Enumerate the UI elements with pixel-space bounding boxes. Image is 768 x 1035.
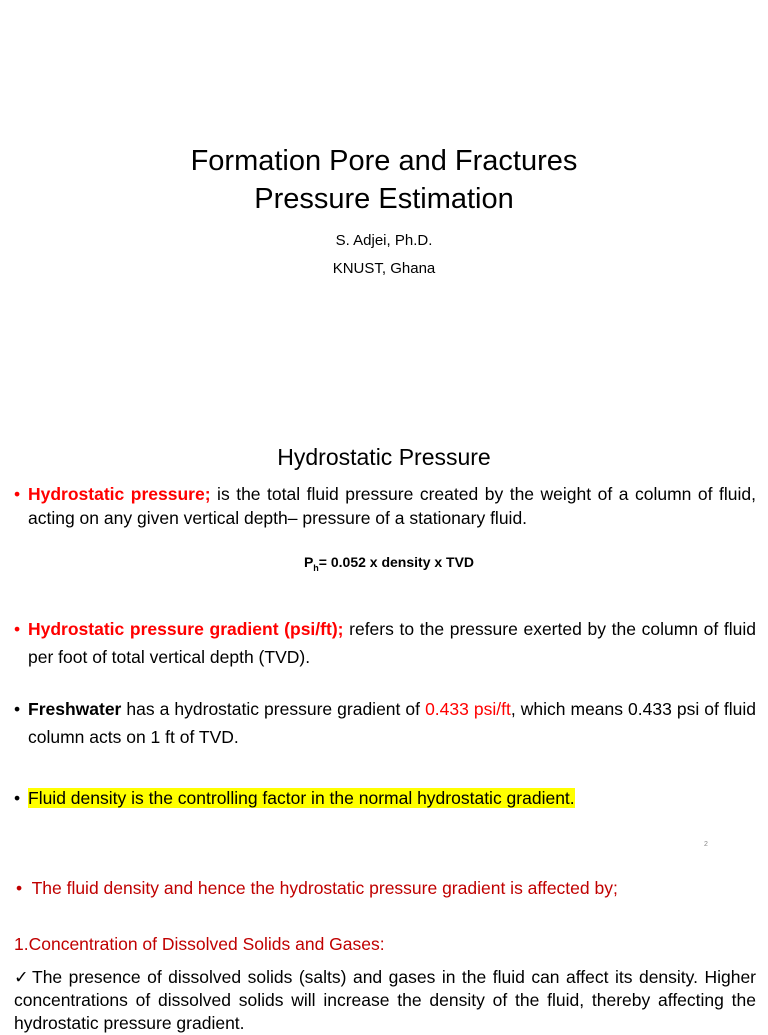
bullet-icon: • [14, 619, 21, 639]
bullet-hydrostatic-pressure [14, 482, 756, 530]
intro-text: The fluid density and hence the hydrostatic pressure gradient is affected by; [31, 878, 618, 898]
formula-subscript: h [313, 562, 319, 573]
title-line-2: Pressure Estimation [254, 183, 514, 215]
bullet-pressure-gradient [14, 615, 756, 671]
bullet-icon: • [14, 699, 21, 719]
bullet-icon: • [14, 788, 21, 808]
formula-symbol: P [303, 554, 314, 570]
highlighted-text: Fluid density is the controlling factor in the normal hydrostatic gradient. [28, 788, 575, 808]
affiliation: KNUST, Ghana [332, 260, 436, 277]
term: Freshwater [28, 699, 122, 719]
hydrostatic-slide [0, 400, 768, 848]
check-icon: ✓ [14, 967, 29, 987]
term: Hydrostatic pressure; [28, 484, 211, 504]
bullet-icon: • [14, 484, 21, 504]
page-number: 2 [704, 841, 708, 848]
bullet-freshwater [14, 695, 756, 751]
formula [0, 554, 768, 573]
text: , which means 0.433 psi of fluid column acts on 1 ft of TVD. [28, 699, 756, 747]
term: Hydrostatic pressure gradient (psi/ft); [28, 619, 344, 639]
definition: refers to the pressure exerted by the column of fluid per foot of total vertical depth (TVD). [28, 619, 756, 667]
factors-slide [0, 860, 768, 1033]
author: S. Adjei, Ph.D. [335, 232, 433, 249]
title-line-1: Formation Pore and Fractures [190, 145, 578, 177]
bullet-icon: • [16, 878, 23, 898]
title-slide [0, 0, 768, 400]
definition: is the total fluid pressure created by the weight of a column of fluid, acting on any given vertical depth– pressure of a stationary fluid. [28, 484, 756, 528]
description-text: The presence of dissolved solids (salts) and gases in the fluid can affect its density. Higher concentrations of dissolved solids will increase the density of the fluid, thereby affecting the hydrostatic pressure gradient. [14, 967, 756, 1033]
text: has a hydrostatic pressure gradient of [121, 699, 426, 719]
bullet-fluid-density [14, 786, 756, 810]
factors-intro [16, 878, 618, 899]
factor-description [14, 966, 756, 1035]
slide-title [0, 142, 768, 218]
factor-heading: 1.Concentration of Dissolved Solids and Gases: [14, 934, 385, 954]
gradient-value: 0.433 psi/ft [425, 699, 511, 719]
formula-expression: = 0.052 x density x TVD [318, 554, 475, 570]
slide-heading: Hydrostatic Pressure [277, 444, 491, 470]
